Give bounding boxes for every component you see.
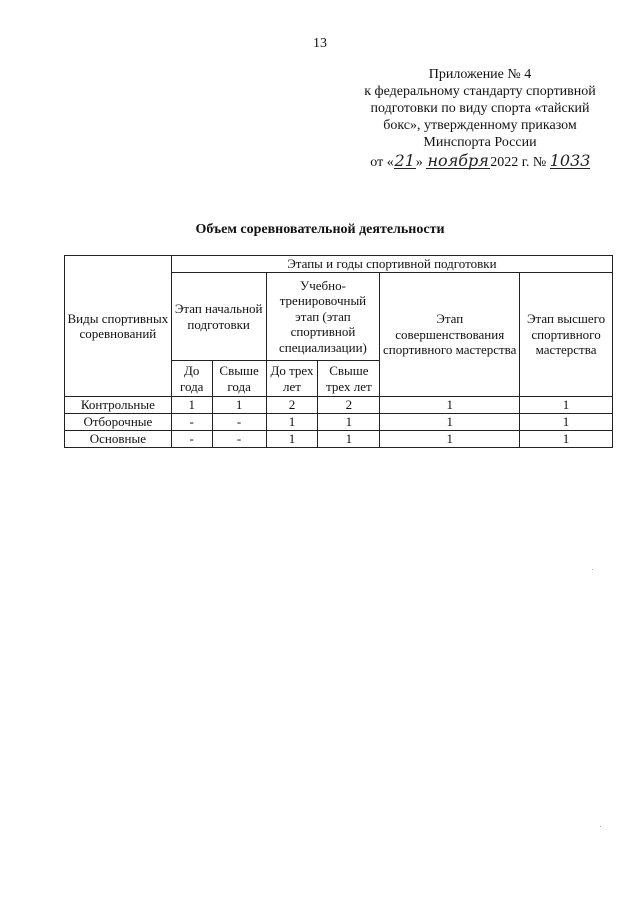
appendix-line-3: подготовки по виду спорта «тайский (370, 101, 590, 116)
cell: 2 (318, 397, 380, 414)
table-row (65, 431, 613, 448)
scan-speck (600, 826, 601, 827)
scan-speck (592, 569, 593, 570)
appendix-line-4: бокс», утвержденному приказом (383, 118, 577, 133)
order-day: 21 (394, 151, 415, 170)
group-header-cell: Этапы и годы спортивной подготовки (171, 256, 612, 273)
stage-improvement-header: Этап совершенствования спортивного мастерства (380, 273, 520, 397)
cell: 1 (520, 414, 613, 431)
cell: 1 (380, 397, 520, 414)
row-header-cell: Виды спортивных соревнований (65, 256, 172, 397)
cell: 1 (380, 431, 520, 448)
table-row (65, 414, 613, 431)
order-number: 1033 (549, 151, 591, 170)
cell: 1 (171, 397, 212, 414)
stage-initial-header: Этап начальной подготовки (171, 273, 266, 361)
page-number: 13 (313, 36, 327, 51)
stage-higher-header: Этап высшего спортивного мастерства (520, 273, 613, 397)
order-year: 2022 г. № (490, 155, 547, 170)
row-name: Отборочные (65, 414, 172, 431)
cell: - (212, 414, 266, 431)
document-title: Объем соревновательной деятельности (195, 222, 445, 237)
cell: 1 (520, 431, 613, 448)
cell: 1 (212, 397, 266, 414)
row-name: Основные (65, 431, 172, 448)
order-date-line (330, 153, 630, 171)
cell: 2 (266, 397, 318, 414)
cell: 1 (266, 414, 318, 431)
date-mid: » (415, 155, 423, 170)
stage-training-header: Учебно-тренировочный этап (этап спортивной специализации) (266, 273, 380, 361)
date-prefix: от « (370, 155, 394, 170)
sub-training-2: Свыше трех лет (318, 361, 380, 397)
sub-training-1: До трех лет (266, 361, 318, 397)
cell: 1 (318, 414, 380, 431)
sub-initial-2: Свыше года (212, 361, 266, 397)
table-header-row-1 (65, 256, 613, 273)
table-row (65, 397, 613, 414)
appendix-line-1: Приложение № 4 (428, 67, 532, 82)
appendix-line-5: Минспорта России (423, 135, 537, 150)
order-month: ноября (427, 151, 489, 170)
cell: 1 (266, 431, 318, 448)
appendix-block (330, 66, 630, 171)
cell: 1 (380, 414, 520, 431)
cell: - (212, 431, 266, 448)
sub-initial-1: До года (171, 361, 212, 397)
cell: 1 (318, 431, 380, 448)
row-name: Контрольные (65, 397, 172, 414)
cell: 1 (520, 397, 613, 414)
appendix-line-2: к федеральному стандарту спортивной (364, 84, 596, 99)
cell: - (171, 431, 212, 448)
competition-volume-table (64, 255, 613, 448)
cell: - (171, 414, 212, 431)
